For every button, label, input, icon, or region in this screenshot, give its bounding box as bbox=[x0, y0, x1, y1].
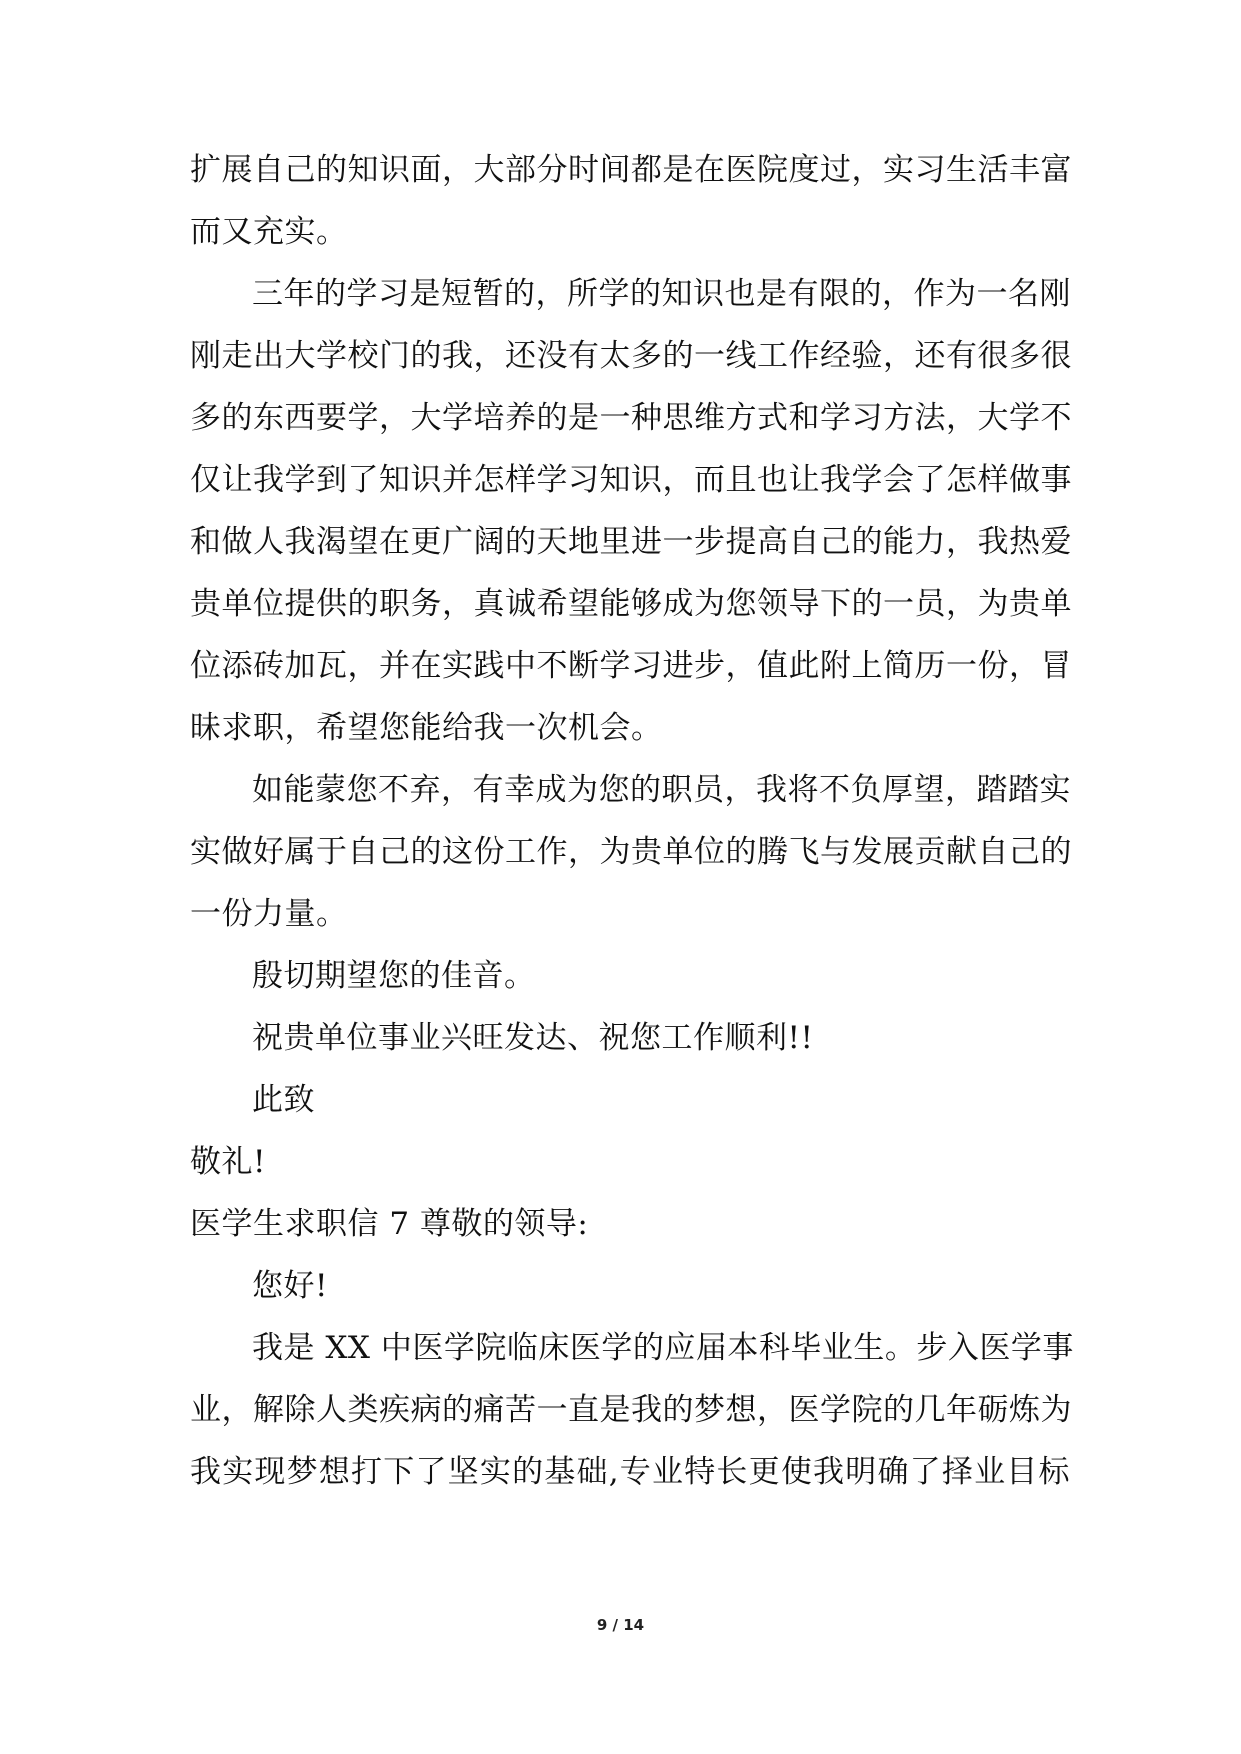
text-line: 和做人我渴望在更广阔的天地里进一步提高自己的能力，我热爱 bbox=[190, 524, 1072, 560]
text-line: 我是 XX 中医学院临床医学的应届本科毕业生。步入医学事 bbox=[252, 1330, 1074, 1366]
text-line: 我实现梦想打下了坚实的基础,专业特长更使我明确了择业目标 bbox=[190, 1454, 1070, 1490]
text-line: 祝贵单位事业兴旺发达、祝您工作顺利!! bbox=[252, 1020, 814, 1056]
text-line: 位添砖加瓦，并在实践中不断学习进步，值此附上简历一份，冒 bbox=[190, 648, 1072, 684]
text-line: 扩展自己的知识面，大部分时间都是在医院度过，实习生活丰富 bbox=[190, 152, 1072, 188]
text-line: 仅让我学到了知识并怎样学习知识，而且也让我学会了怎样做事 bbox=[190, 462, 1072, 498]
text-line: 医学生求职信 7 尊敬的领导: bbox=[190, 1206, 589, 1242]
text-line: 您好! bbox=[252, 1268, 328, 1304]
text-line: 一份力量。 bbox=[190, 896, 348, 932]
page-number: 9 / 14 bbox=[596, 1616, 645, 1634]
text-line: 实做好属于自己的这份工作，为贵单位的腾飞与发展贡献自己的 bbox=[190, 834, 1072, 870]
text-line: 敬礼! bbox=[190, 1144, 266, 1180]
text-line: 业，解除人类疾病的痛苦一直是我的梦想，医学院的几年砺炼为 bbox=[190, 1392, 1072, 1428]
text-line: 而又充实。 bbox=[190, 214, 348, 250]
text-line: 殷切期望您的佳音。 bbox=[252, 958, 536, 994]
text-line: 贵单位提供的职务，真诚希望能够成为您领导下的一员，为贵单 bbox=[190, 586, 1072, 622]
text-line: 如能蒙您不弃，有幸成为您的职员，我将不负厚望，踏踏实 bbox=[252, 772, 1071, 808]
text-line: 昧求职，希望您能给我一次机会。 bbox=[190, 710, 663, 746]
text-line: 多的东西要学，大学培养的是一种思维方式和学习方法，大学不 bbox=[190, 400, 1072, 436]
text-line: 三年的学习是短暂的，所学的知识也是有限的，作为一名刚 bbox=[252, 276, 1071, 312]
text-line: 刚走出大学校门的我，还没有太多的一线工作经验，还有很多很 bbox=[190, 338, 1072, 374]
text-line: 此致 bbox=[252, 1082, 315, 1118]
